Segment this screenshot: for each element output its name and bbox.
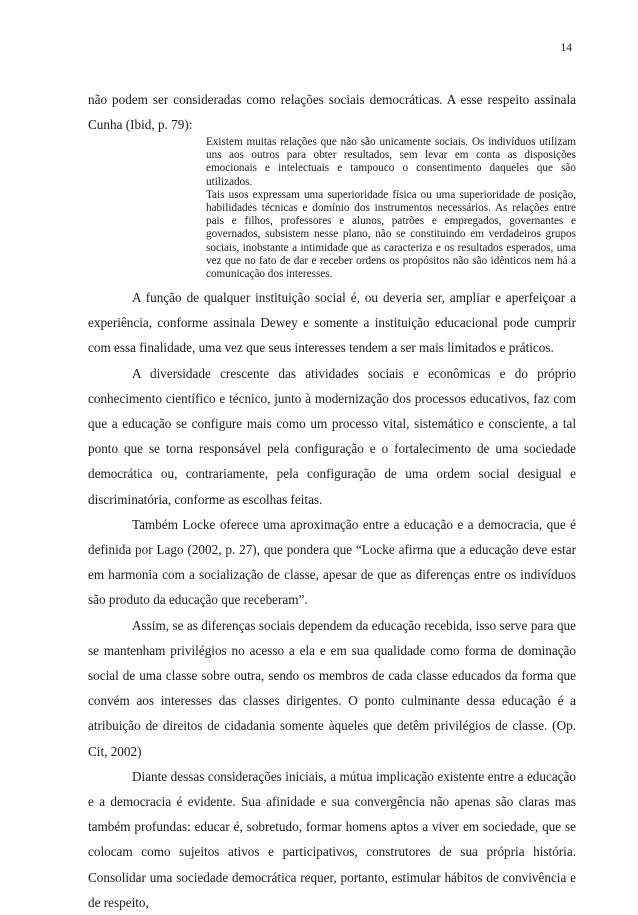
- body-paragraph: Diante dessas considerações iniciais, a mútua implicação existente entre a educação e a democracia é evidente. Sua afinidade e sua convergência não apenas são claras mas também profundas: educar é, sobretudo, formar homens aptos a viver em sociedade, que se colocam como sujeitos ativos e participativos, construtores de sua própria história. Consolidar uma sociedade democrática requer, portanto, estimular hábitos de convivência e de respeito,: [88, 768, 576, 910]
- quote-paragraph: Existem muitas relações que não são unicamente sociais. Os indivíduos utilizam uns aos outros para obter resultados, sem levar em conta as disposições emocionais e intelectuais e tampouco o consentimento daqueles que são utilizados.: [206, 136, 576, 188]
- body-paragraph: Assim, se as diferenças sociais dependem da educação recebida, isso serve para que se mantenham privilégios no acesso a ela e em sua qualidade como forma de dominação social de uma classe sobre outra, sendo os membros de cada classe educados da forma que convém aos interesses das classes dirigentes. O ponto culminante dessa educação é a atribuição de direitos de cidadania somente àqueles que detêm privilégios de classe. (Op. Cit, 2002): [88, 617, 576, 759]
- block-quote: [206, 136, 576, 281]
- body-paragraph: A função de qualquer instituição social é, ou deveria ser, ampliar e aperfeiçoar a experiência, conforme assinala Dewey e somente a instituição educacional pode cumprir com essa finalidade, uma vez que seus interesses tendem a ser mais limitados e práticos.: [88, 290, 576, 356]
- body-paragraph: Também Locke oferece uma aproximação entre a educação e a democracia, que é definida por Lago (2002, p. 27), que pondera que “Locke afirma que a educação deve estar em harmonia com a socialização de classe, apesar de que as diferenças entre os indivíduos são produto da educação que receberam”.: [88, 516, 576, 608]
- lead-paragraph-block: [88, 87, 576, 137]
- body-paragraphs: [88, 285, 576, 915]
- page-number: 14: [560, 42, 572, 54]
- quote-paragraph: Tais usos expressam uma superioridade física ou uma superioridade de posição, habilidades técnicas e domínio dos instrumentos necessários. As relações entre pais e filhos, professores e alunos, patrões e empregados, governantes e governados, subsistem nesse plano, não se constituindo em verdadeiros grupos sociais, inobstante a intimidade que as caracteriza e os resultados esperados, uma vez que no fato de dar e receber ordens os propósitos não são idênticos nem há a comunicação dos interesses.: [206, 188, 576, 281]
- body-paragraph: A diversidade crescente das atividades sociais e econômicas e do próprio conhecimento científico e técnico, junto à modernização dos processos educativos, faz com que a educação se configure mais como um processo vital, sistemático e consciente, a tal ponto que se torna responsável pela configuração e o fortalecimento de uma sociedade democrática ou, contrariamente, pela configuração de uma ordem social desigual e discriminatória, conforme as escolhas feitas.: [88, 365, 576, 507]
- lead-paragraph: não podem ser consideradas como relações sociais democráticas. A esse respeito assinala Cunha (Ibid, p. 79):: [88, 92, 576, 133]
